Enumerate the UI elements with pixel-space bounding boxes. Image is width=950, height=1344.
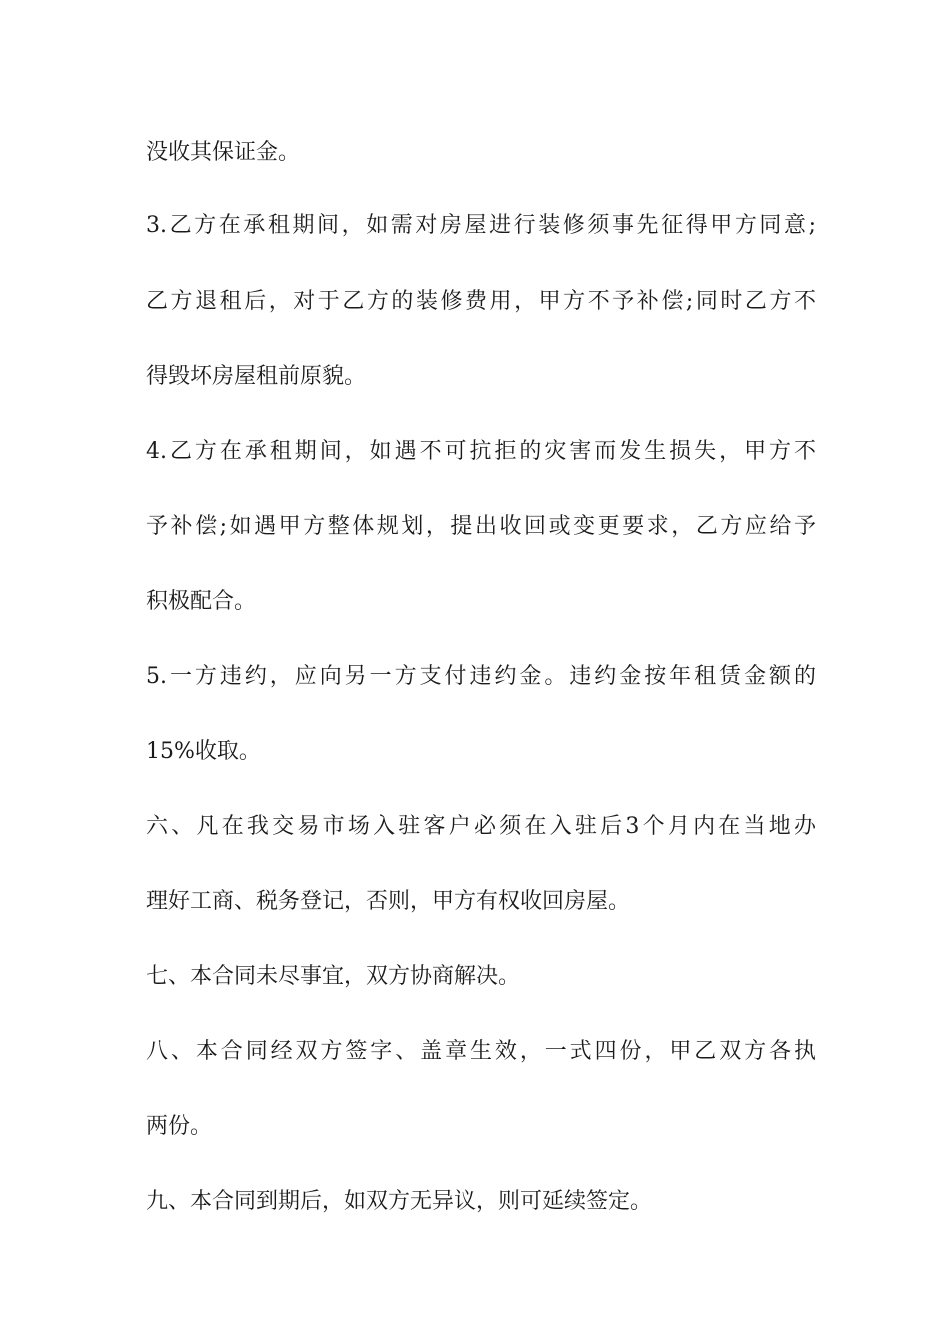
text-line: 八、本合同经双方签字、盖章生效，一式四份，甲乙双方各执: [146, 1039, 816, 1064]
text-line: 乙方退租后，对于乙方的装修费用，甲方不予补偿;同时乙方不: [146, 289, 816, 314]
text-line: 没收其保证金。: [146, 140, 301, 165]
text-line: 得毁坏房屋租前原貌。: [146, 364, 367, 389]
text-line: 七、本合同未尽事宜，双方协商解决。: [146, 964, 521, 989]
text-line: 15%收取。: [146, 739, 261, 764]
text-line: 积极配合。: [146, 589, 257, 614]
text-line: 六、凡在我交易市场入驻客户必须在入驻后3个月内在当地办: [146, 814, 816, 839]
text-line: 4.乙方在承租期间，如遇不可抗拒的灾害而发生损失，甲方不: [146, 439, 816, 464]
text-line: 两份。: [146, 1114, 213, 1139]
text-line: 九、本合同到期后，如双方无异议，则可延续签定。: [146, 1189, 653, 1214]
text-line: 予补偿;如遇甲方整体规划，提出收回或变更要求，乙方应给予: [146, 514, 816, 539]
text-line: 3.乙方在承租期间，如需对房屋进行装修须事先征得甲方同意;: [146, 213, 816, 238]
text-line: 5.一方违约，应向另一方支付违约金。违约金按年租赁金额的: [146, 664, 816, 689]
text-line: 理好工商、税务登记，否则，甲方有权收回房屋。: [146, 889, 631, 914]
